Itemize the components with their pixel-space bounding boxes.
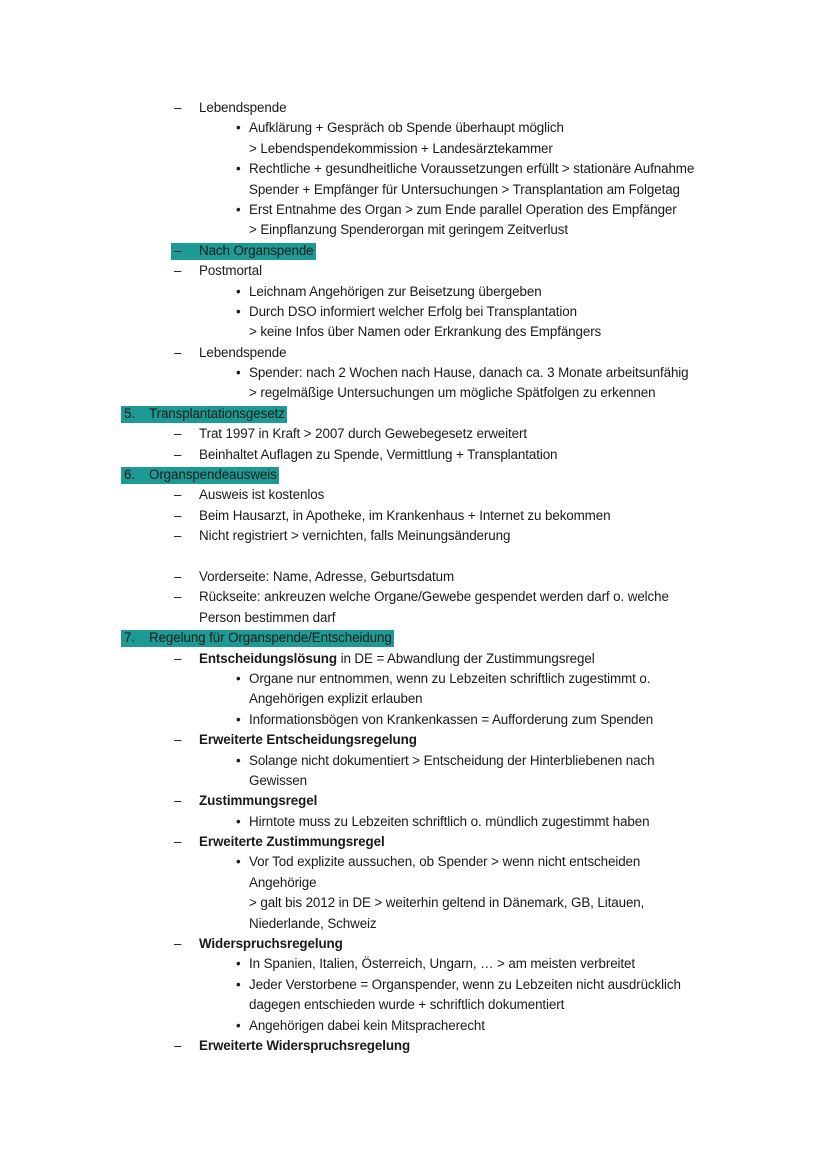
list-item [0,424,828,444]
list-item [0,506,828,526]
bold-term: Entscheidungslösung [199,650,337,666]
list-item-bold-text: Erweiterte Zustimmungsregel [199,834,385,850]
list-item [0,526,828,546]
section-number: 5. [124,405,135,421]
dash-marker: – [174,650,182,666]
dash-marker: – [174,263,182,279]
bullet-item [0,954,828,974]
list-item-text: Rückseite: ankreuzen welche Organe/Gewebe gespendet werden darf o. welche [199,589,669,605]
list-item [0,832,828,852]
term-definition: in DE = Abwandlung der Zustimmungsregel [336,650,595,666]
bullet-item-text: Organe nur entnommen, wenn zu Lebzeiten schriftlich zugestimmt o. [249,670,651,686]
dash-marker: – [174,507,182,523]
bullet-item [0,302,828,322]
bullet-item-text: Aufklärung + Gespräch ob Spende überhaupt möglich [249,120,564,136]
dash-marker: – [174,487,182,503]
bullet-marker: • [236,1017,241,1033]
bullet-item-continuation [0,322,828,342]
dash-marker: – [174,732,182,748]
list-item [0,587,828,607]
list-item-text: Beim Hausarzt, in Apotheke, im Krankenhaus + Internet zu bekommen [199,507,611,523]
dash-marker: – [174,834,182,850]
bullet-item-text: Spender + Empfänger für Untersuchungen > Transplantation am Folgetag [249,181,680,197]
dash-marker: – [174,936,182,952]
bullet-item [0,751,828,771]
bullet-marker: • [236,303,241,319]
list-item-text: Lebendspende [199,344,287,360]
bullet-item-continuation [0,893,828,913]
bullet-item-text: Informationsbögen von Krankenkassen = Aufforderung zum Spenden [249,711,654,727]
bullet-item [0,710,828,730]
bullet-item-text: Jeder Verstorbene = Organspender, wenn zu Lebzeiten nicht ausdrücklich [249,976,681,992]
bullet-item-text: Spender: nach 2 Wochen nach Hause, danach ca. 3 Monate arbeitsunfähig [249,365,689,381]
bullet-marker: • [236,365,241,381]
bullet-item [0,282,828,302]
list-item [0,791,828,811]
list-item [0,649,828,669]
bullet-marker: • [236,161,241,177]
bullet-item-continuation [0,383,828,403]
bullet-item-continuation [0,220,828,240]
bullet-marker: • [236,120,241,136]
bullet-item-text: Angehörigen dabei kein Mitspracherecht [249,1017,485,1033]
bullet-marker: • [236,711,241,727]
bullet-item [0,1016,828,1036]
document-page [0,98,828,1056]
section-heading [0,404,828,424]
bullet-item-text: Erst Entnahme des Organ > zum Ende parallel Operation des Empfänger [249,201,677,217]
bullet-item-text: > regelmäßige Untersuchungen um mögliche Spätfolgen zu erkennen [249,385,656,401]
bullet-item-continuation [0,139,828,159]
list-item [0,485,828,505]
bullet-item-continuation [0,914,828,934]
dash-marker: – [174,589,182,605]
bullet-item [0,363,828,383]
list-item [0,98,828,118]
bullet-item [0,975,828,995]
bullet-item [0,812,828,832]
list-item [0,343,828,363]
bullet-marker: • [236,854,241,870]
bullet-item-text: Niederlande, Schweiz [249,915,377,931]
list-item-bold-text: Widerspruchsregelung [199,936,343,952]
dash-marker: – [174,242,182,258]
dash-marker: – [174,446,182,462]
bullet-item-text: > Einpflanzung Spenderorgan mit geringem Zeitverlust [249,222,568,238]
bullet-item-text: Gewissen [249,772,307,788]
section-heading [0,465,828,485]
bullet-item-continuation [0,689,828,709]
bullet-item-text: Angehörigen explizit erlauben [249,691,423,707]
list-item-bold-text: Zustimmungsregel [199,793,318,809]
list-item-text: Person bestimmen darf [199,609,336,625]
section-title: Organspendeausweis [149,467,277,483]
bullet-marker: • [236,813,241,829]
section-heading [0,628,828,648]
list-item [0,445,828,465]
list-item-text: Vorderseite: Name, Adresse, Geburtsdatum [199,568,455,584]
bullet-item-text: > galt bis 2012 in DE > weiterhin geltend in Dänemark, GB, Litauen, [249,895,645,911]
list-item-text: Lebendspende [199,100,287,115]
list-item-text: Trat 1997 in Kraft > 2007 durch Gewebegesetz erweitert [199,426,527,442]
bullet-item-text: Durch DSO informiert welcher Erfolg bei Transplantation [249,303,577,319]
dash-marker: – [174,1037,182,1053]
dash-marker: – [174,528,182,544]
bullet-marker: • [236,670,241,686]
bullet-item-text: In Spanien, Italien, Österreich, Ungarn, … > am meisten verbreitet [249,956,636,972]
dash-marker: – [174,100,182,115]
highlighted-subheading [0,241,828,261]
blank-line [0,547,828,567]
bullet-item [0,118,828,138]
list-item-bold-text: Erweiterte Widerspruchsregelung [199,1037,411,1053]
list-item [0,730,828,750]
dash-marker: – [174,426,182,442]
section-number: 6. [124,467,135,483]
list-item [0,1036,828,1056]
list-item-text: Ausweis ist kostenlos [199,487,325,503]
list-item [0,261,828,281]
bullet-item-text: > Lebendspendekommission + Landesärztekammer [249,140,553,156]
dash-marker: – [174,568,182,584]
subheading-text: Nach Organspende [199,242,314,258]
bullet-item-text: Vor Tod explizite aussuchen, ob Spender > wenn nicht entscheiden [249,854,641,870]
section-title: Transplantationsgesetz [149,405,285,421]
bullet-item-text: Angehörige [249,874,317,890]
bullet-marker: • [236,752,241,768]
list-item [0,934,828,954]
section-number: 7. [124,630,135,646]
bullet-item-continuation [0,180,828,200]
bullet-item [0,669,828,689]
dash-marker: – [174,793,182,809]
bullet-item-continuation [0,771,828,791]
list-item-text: Nicht registriert > vernichten, falls Meinungsänderung [199,528,511,544]
list-item-continuation [0,608,828,628]
bullet-item-text: dagegen entschieden wurde + schriftlich dokumentiert [249,997,565,1013]
bullet-item-continuation [0,995,828,1015]
list-item-bold-text: Erweiterte Entscheidungsregelung [199,732,417,748]
bullet-item-continuation [0,873,828,893]
list-item-text: Postmortal [199,263,262,279]
bullet-marker: • [236,956,241,972]
list-item-text: Beinhaltet Auflagen zu Spende, Vermittlung + Transplantation [199,446,558,462]
bullet-item [0,852,828,872]
bullet-item-text: Hirntote muss zu Lebzeiten schriftlich o. mündlich zugestimmt haben [249,813,650,829]
bullet-item [0,200,828,220]
bullet-marker: • [236,283,241,299]
bullet-item-text: Rechtliche + gesundheitliche Voraussetzungen erfüllt > stationäre Aufnahme [249,161,695,177]
section-title: Regelung für Organspende/Entscheidung [149,630,392,646]
list-item-text [199,649,595,669]
bullet-item-text: Solange nicht dokumentiert > Entscheidung der Hinterbliebenen nach [249,752,655,768]
dash-marker: – [174,344,182,360]
list-item [0,567,828,587]
bullet-item-text: > keine Infos über Namen oder Erkrankung des Empfängers [249,324,602,340]
bullet-item [0,159,828,179]
bullet-marker: • [236,976,241,992]
bullet-marker: • [236,201,241,217]
bullet-item-text: Leichnam Angehörigen zur Beisetzung übergeben [249,283,542,299]
